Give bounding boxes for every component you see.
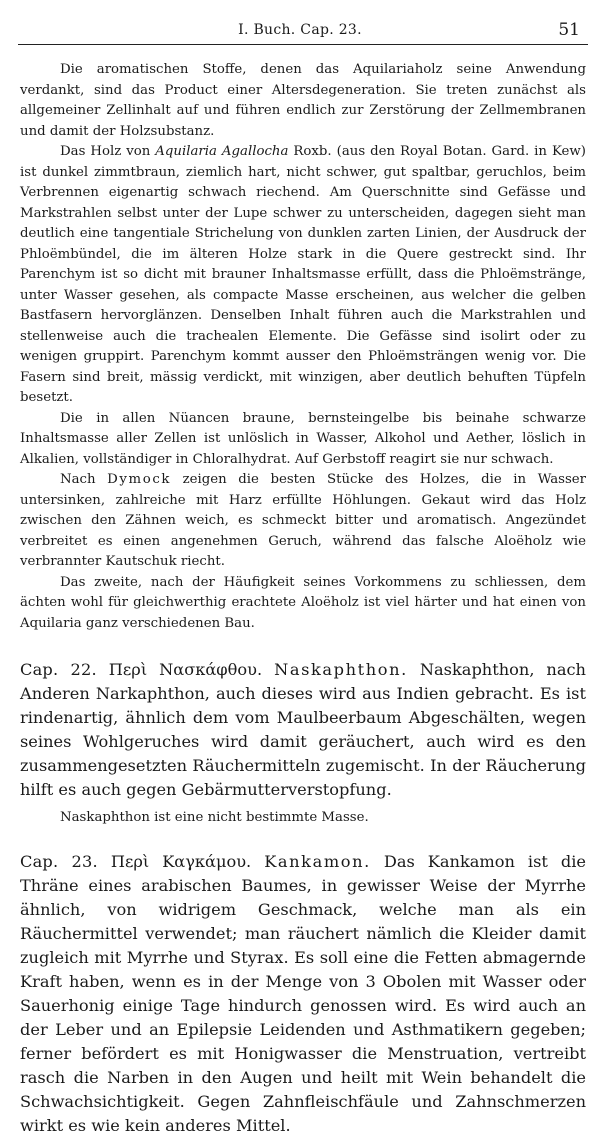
chapter-body: Das Kankamon ist die Thräne eines arabischen Baumes, in gewisser Weise der Myrrhe ähnlich, von widrigem Geschmack, welche man als ein Räuchermittel verwendet; man räuchert nämlich die Kleider damit zugleich mit Myrrhe und Styrax. Es soll eine die Fetten abmagernde Kraft haben, wenn es in der Menge von 3 Obolen mit Wasser oder Sauerhonig einige Tage hindurch genossen wird. Es wird auch an der Leber und an Epilepsie Leidenden und Asthmatikern gegeben; ferner befördert es mit Honigwasser die Menstruation, vertreibt rasch die Narben in den Augen und heilt mit Wein behandelt die Schwachsichtigkeit. Gegen Zahnfleischfäule und Zahnschmerzen wirkt es wie kein anderes Mittel. [20, 852, 586, 1135]
header-rule [18, 44, 588, 45]
chapter-text [20, 658, 586, 802]
chapter-name: Kankamon. [264, 852, 371, 871]
chapter-label: Cap. 23. [20, 852, 98, 871]
chapter-name: Naskaphthon. [274, 660, 408, 679]
paragraph: Die in allen Nüancen braune, bernsteingelbe bis beinahe schwarze Inhaltsmasse aller Zellen ist unlöslich in Wasser, Alkohol und Aether, löslich in Alkalien, vollständiger in Chloralhydrat. Auf Gerbstoff reagirt sie nur schwach. [20, 410, 586, 467]
chapter-text [20, 850, 586, 1138]
paragraph [20, 142, 586, 409]
aquilaria-commentary [20, 60, 586, 634]
species-name: Aquilaria Agallocha [155, 144, 289, 159]
paragraph [20, 470, 586, 573]
chapter-label: Cap. 22. [20, 660, 97, 679]
paragraph: Das zweite, nach der Häufigkeit seines Vorkommens zu schliessen, dem ächten wohl für gleichwerthig erachtete Aloëholz ist viel härter und hat einen von Aquilaria ganz verschiedenen Bau. [20, 574, 586, 631]
chapter-body: Naskaphthon, nach Anderen Narkaphthon, auch dieses wird aus Indien gebracht. Es ist rindenartig, ähnlich dem vom Maulbeerbaum Abgeschälten, wegen seines Wohlgeruches wird damit geräuchert, auch wird es den zusammengesetzten Räuchermitteln zugemischt. In der Räucherung hilft es auch gegen Gebärmutterverstopfung. [20, 660, 586, 799]
inline-text: Roxb. (aus den Royal Botan. Gard. in Kew) ist dunkel zimmtbraun, ziemlich hart, nicht schwer, gut spaltbar, geruchlos, beim Verbrennen eigenartig schwach riechend. Am Querschnitte sind Gefässe und Markstrahlen selbst unter der Lupe schwer zu unterscheiden, dagegen sieht man deutlich eine tangentiale Strichelung von dunklen zarten Linien, der Ausdruck der Phloëmbündel, die im älteren Holze stark in die Quere gestreckt sind. Ihr Parenchym ist so dicht mit brauner Inhaltsmasse erfüllt, dass die Phloëmstränge, unter Wasser gesehen, als compacte Masse erscheinen, aus welcher die gelben Bastfasern hervorglänzen. Denselben Inhalt führen auch die Markstrahlen und stellenweise auch die trachealen Elemente. Die Gefässe sind isolirt oder zu wenigen gruppirt. Parenchym kommt ausser den Phloëmsträngen wenig vor. Die Fasern sind breit, mässig verdickt, mit winzigen, aber deutlich behuften Tüpfeln besetzt. [20, 144, 586, 405]
inline-text: zeigen die besten Stücke des Holzes, die in Wasser untersinken, zahlreiche mit Harz erfüllte Höhlungen. Gekaut wird das Holz zwischen den Zähnen weich, es schmeckt bitter und aromatisch. Angezündet verbreitet es einen angenehmen Geruch, während das falsche Aloëholz wie verbrannter Kautschuk riecht. [20, 472, 587, 569]
paragraph: Die aromatischen Stoffe, denen das Aquilariaholz seine Anwendung verdankt, sind das Product einer Altersdegeneration. Sie treten zunächst als allgemeiner Zellinhalt auf und führen endlich zur Zerstörung der Zellmembranen und damit der Holzsubstanz. [20, 62, 586, 139]
greek-title: Περὶ Νασκάφθου. [108, 660, 263, 679]
chapter-22 [20, 658, 586, 802]
page-body [20, 60, 586, 1138]
running-head: I. Buch. Cap. 23. [238, 22, 362, 38]
greek-title: Περὶ Καγκάμου. [110, 852, 252, 871]
page-number: 51 [558, 20, 580, 40]
inline-text: Das Holz von [60, 144, 151, 159]
author-name: Dymock [107, 472, 172, 487]
chapter-23 [20, 850, 586, 1138]
page-header [0, 18, 600, 46]
chapter-22-note: Naskaphthon ist eine nicht bestimmte Masse. [60, 810, 369, 825]
inline-text: Nach [60, 472, 96, 487]
